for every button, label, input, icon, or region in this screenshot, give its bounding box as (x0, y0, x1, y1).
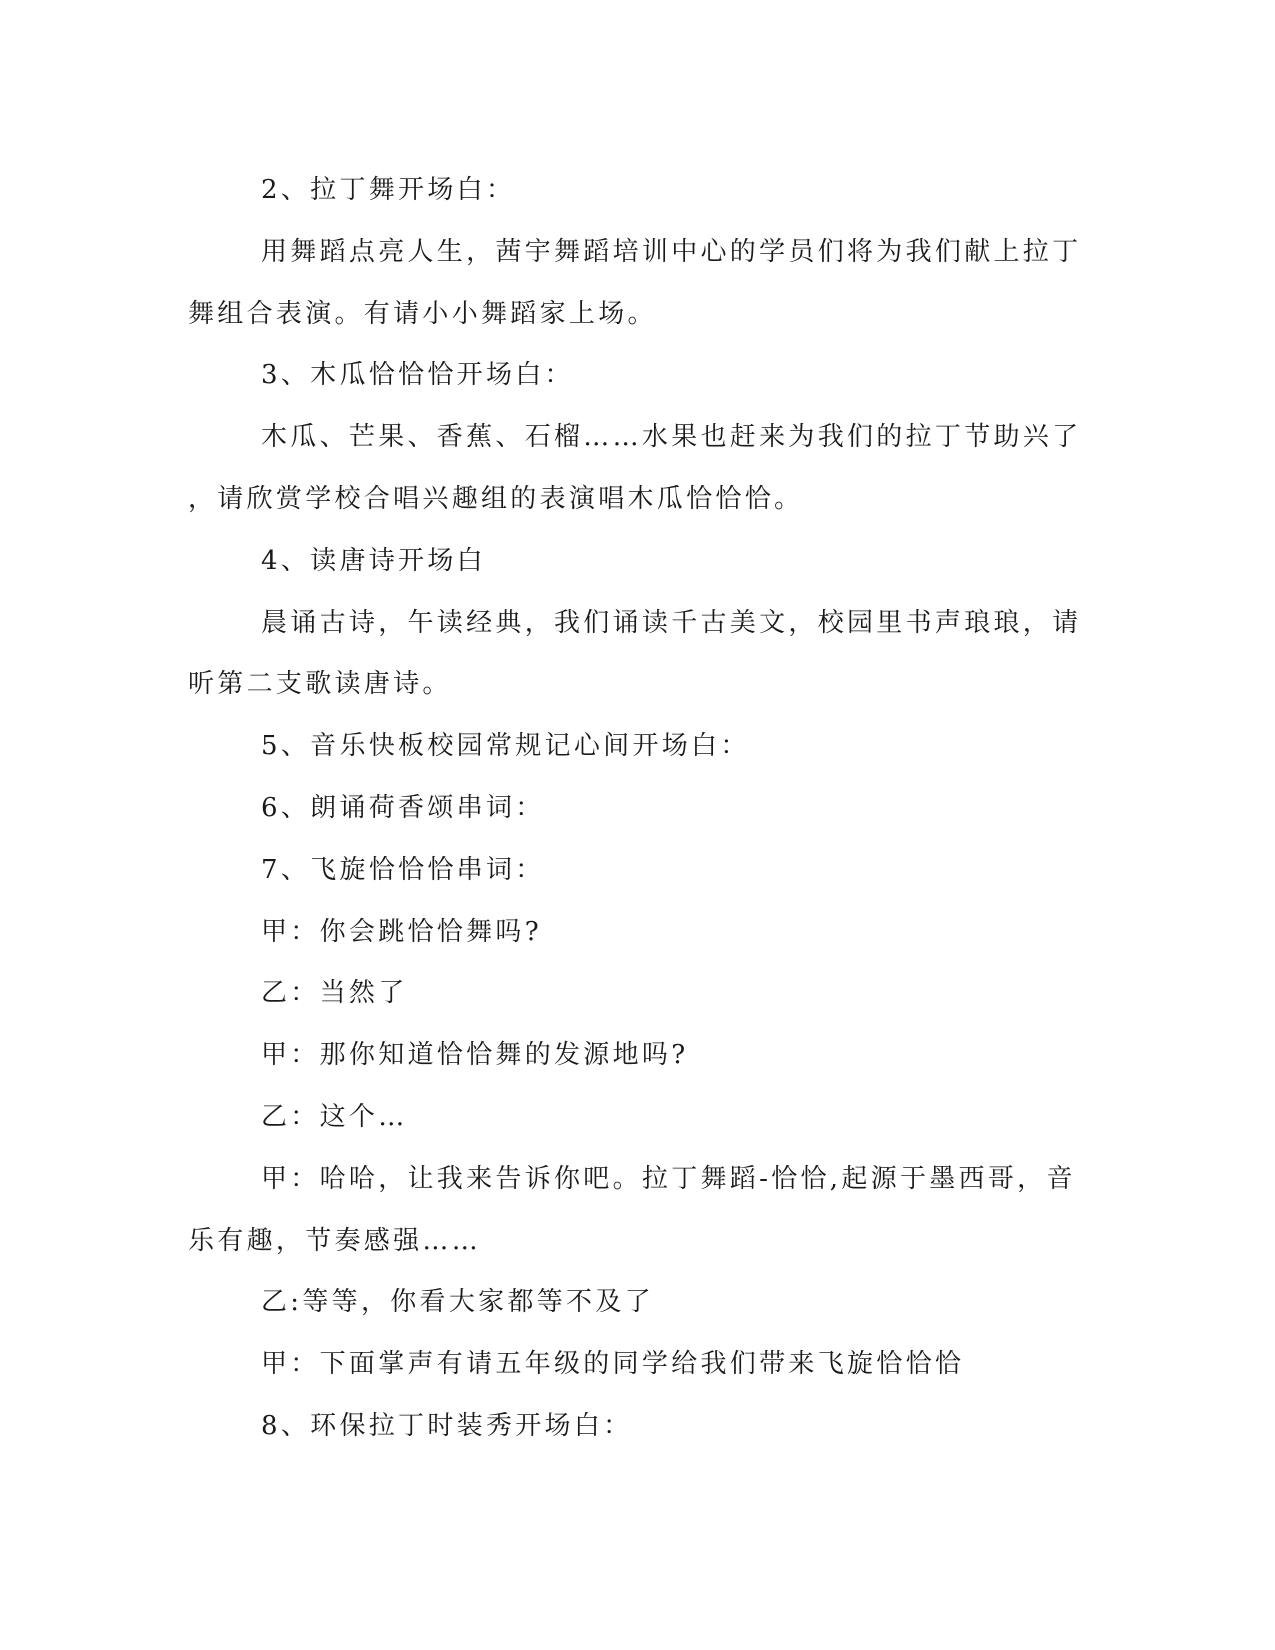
dialogue-line: 乙:等等，你看大家都等不及了 (261, 1287, 654, 1318)
heading-lotus-recitation: 6、朗诵荷香颂串词： (261, 792, 545, 823)
heading-music-kuaiban-opening: 5、音乐快板校园常规记心间开场白： (261, 731, 750, 762)
paragraph-line: 晨诵古诗，午读经典，我们诵读千古美文，校园里书声琅琅，请 (261, 607, 1082, 638)
dialogue-line: 甲：哈哈，让我来告诉你吧。拉丁舞蹈-恰恰,起源于墨西哥，音 (261, 1163, 1076, 1194)
dialogue-line: 甲：下面掌声有请五年级的同学给我们带来飞旋恰恰恰 (261, 1349, 965, 1380)
heading-spinning-chacha: 7、飞旋恰恰恰串词： (261, 854, 545, 885)
dialogue-line: 乙：这个… (261, 1101, 408, 1132)
paragraph-line: 木瓜、芒果、香蕉、石榴……水果也赶来为我们的拉丁节助兴了 (261, 422, 1082, 453)
heading-tang-poetry-opening: 4、读唐诗开场白 (261, 545, 486, 576)
document-body (188, 160, 1082, 1458)
paragraph-line: 用舞蹈点亮人生，茜宇舞蹈培训中心的学员们将为我们献上拉丁 (261, 236, 1082, 267)
dialogue-line: 乐有趣，节奏感强…… (188, 1225, 482, 1256)
dialogue-line: 甲：那你知道恰恰舞的发源地吗? (261, 1040, 689, 1071)
heading-eco-latin-fashion-show: 8、环保拉丁时装秀开场白： (261, 1410, 633, 1441)
dialogue-line: 乙：当然了 (261, 978, 408, 1009)
heading-papaya-chacha-opening: 3、木瓜恰恰恰开场白： (261, 360, 574, 391)
paragraph-line: 舞组合表演。有请小小舞蹈家上场。 (188, 298, 657, 329)
paragraph-line: ，请欣赏学校合唱兴趣组的表演唱木瓜恰恰恰。 (188, 483, 804, 514)
dialogue-line: 甲：你会跳恰恰舞吗? (261, 916, 542, 947)
heading-latin-dance-opening: 2、拉丁舞开场白： (261, 175, 516, 205)
paragraph-line: 听第二支歌读唐诗。 (188, 669, 452, 700)
